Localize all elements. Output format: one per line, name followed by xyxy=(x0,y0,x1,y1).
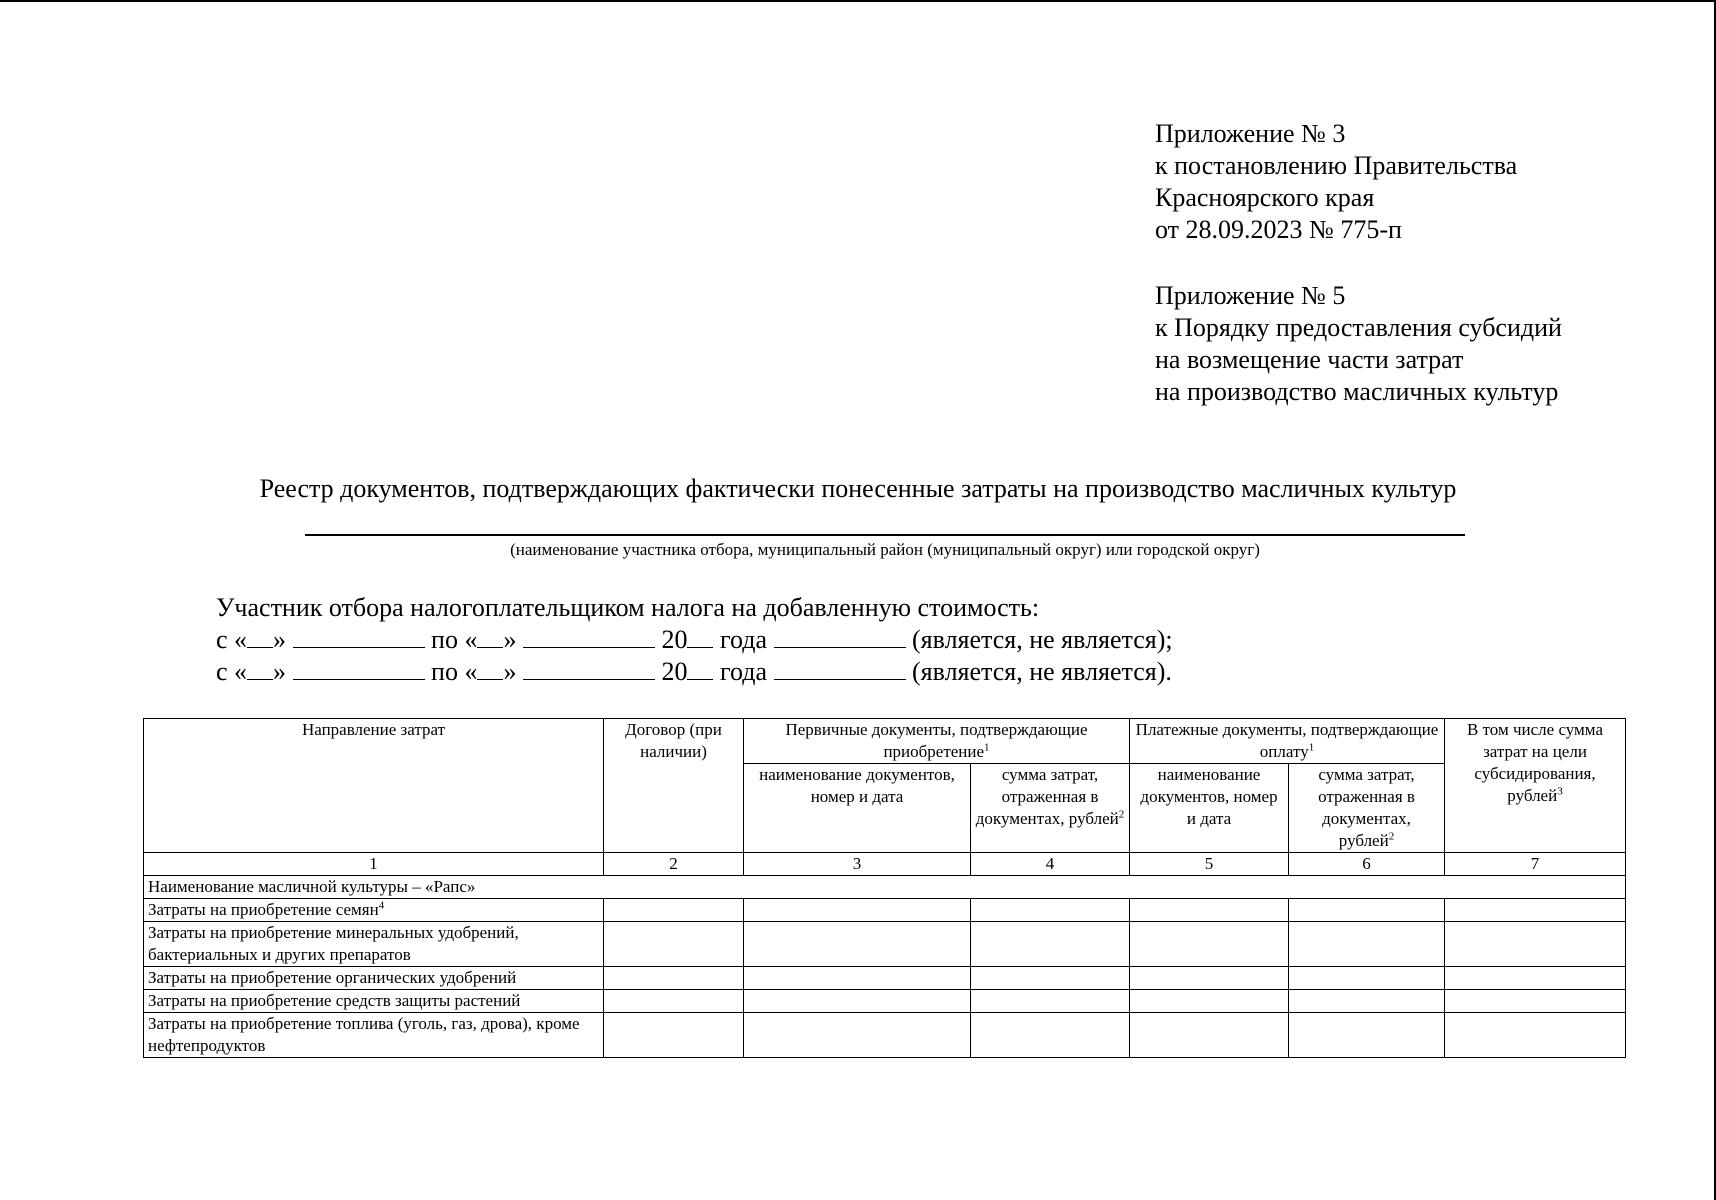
column-number: 1 xyxy=(144,853,604,876)
status-blank xyxy=(774,657,906,680)
cost-direction-cell xyxy=(144,899,604,922)
column-number: 7 xyxy=(1445,853,1626,876)
header-subsidy-sum xyxy=(1445,719,1626,853)
subsidy-sum-cell xyxy=(1445,990,1626,1013)
header-subsidy-sum-text: В том числе сумма затрат на цели субсидирования, рублей xyxy=(1467,720,1603,805)
page-top-border xyxy=(0,0,1716,2)
cost-direction-label: Затраты на приобретение семян xyxy=(148,900,379,919)
header-doc-sum-text: сумма затрат, отраженная в документах, рублей xyxy=(975,765,1119,828)
payment-doc-name-cell xyxy=(1130,922,1289,967)
appendix-5-line: на производство масличных культур xyxy=(1155,377,1559,406)
payment-doc-name-cell xyxy=(1130,1013,1289,1058)
column-number: 2 xyxy=(604,853,744,876)
footnote-marker: 2 xyxy=(1118,808,1125,821)
year-prefix: 20 xyxy=(661,625,688,654)
header-primary-docs xyxy=(744,719,1130,764)
vat-from-label: с « xyxy=(216,625,248,654)
header-contract: Договор (при наличии) xyxy=(604,719,744,853)
footnote-marker: 1 xyxy=(1308,741,1315,754)
footnote-marker: 4 xyxy=(378,899,385,912)
table-row xyxy=(144,990,1626,1013)
day-blank xyxy=(477,625,503,648)
footnote-marker: 2 xyxy=(1388,830,1395,843)
year-word: года xyxy=(719,657,768,686)
cost-direction-cell: Затраты на приобретение органических удобрений xyxy=(144,967,604,990)
appendix-5-line: на возмещение части затрат xyxy=(1155,345,1464,374)
payment-doc-sum-cell xyxy=(1289,967,1445,990)
payment-doc-name-cell xyxy=(1130,899,1289,922)
appendix-5-line: к Порядку предоставления субсидий xyxy=(1155,313,1562,342)
appendix-3-line: Приложение № 3 xyxy=(1155,119,1346,148)
header-payment-doc-sum xyxy=(1289,764,1445,853)
quote-close: » xyxy=(273,625,287,654)
footnote-marker: 1 xyxy=(984,741,990,754)
primary-doc-name-cell xyxy=(744,990,971,1013)
primary-doc-name-cell xyxy=(744,922,971,967)
day-blank xyxy=(247,625,273,648)
primary-doc-name-cell xyxy=(744,967,971,990)
vat-status-options: (является, не является); xyxy=(912,625,1173,654)
subsidy-sum-cell xyxy=(1445,967,1626,990)
month-blank xyxy=(293,625,425,648)
header-doc-sum-text: сумма затрат, отраженная в документах, рублей xyxy=(1318,765,1415,850)
year-blank xyxy=(687,625,713,648)
column-number-row xyxy=(144,853,1626,876)
payment-doc-name-cell xyxy=(1130,990,1289,1013)
vat-from-label: с « xyxy=(216,657,248,686)
cost-direction-cell: Затраты на приобретение средств защиты растений xyxy=(144,990,604,1013)
quote-close: » xyxy=(503,625,517,654)
document-title: Реестр документов, подтверждающих фактически понесенные затраты на производство масличных культур xyxy=(259,474,1457,503)
column-number: 6 xyxy=(1289,853,1445,876)
table-row xyxy=(144,899,1626,922)
header-payment-doc-name: наименование документов, номер и дата xyxy=(1130,764,1289,853)
contract-cell xyxy=(604,922,744,967)
subsidy-sum-cell xyxy=(1445,899,1626,922)
header-primary-docs-text: Первичные документы, подтверждающие приобретение xyxy=(785,720,1088,761)
primary-doc-sum-cell xyxy=(971,899,1130,922)
column-number: 3 xyxy=(744,853,971,876)
year-blank xyxy=(687,657,713,680)
appendix-3-line: к постановлению Правительства xyxy=(1155,151,1518,180)
header-primary-doc-name: наименование документов, номер и дата xyxy=(744,764,971,853)
participant-name-caption: (наименование участника отбора, муниципальный район (муниципальный округ) или городской округ) xyxy=(510,540,1260,559)
footnote-marker: 3 xyxy=(1557,785,1563,798)
contract-cell xyxy=(604,1013,744,1058)
vat-period-line-2 xyxy=(216,656,1172,688)
quote-close: » xyxy=(503,657,517,686)
subsidy-sum-cell xyxy=(1445,922,1626,967)
column-number: 4 xyxy=(971,853,1130,876)
vat-heading: Участник отбора налогоплательщиком налога на добавленную стоимость: xyxy=(216,593,1040,622)
year-prefix: 20 xyxy=(661,657,688,686)
cost-direction-cell: Затраты на приобретение минеральных удобрений, бактериальных и других препаратов xyxy=(144,922,604,967)
payment-doc-sum-cell xyxy=(1289,990,1445,1013)
month-blank xyxy=(523,657,655,680)
status-blank xyxy=(774,625,906,648)
appendix-5-block xyxy=(1155,280,1562,408)
table-row xyxy=(144,967,1626,990)
quote-close: » xyxy=(273,657,287,686)
appendix-3-line: Красноярского края xyxy=(1155,183,1375,212)
payment-doc-sum-cell xyxy=(1289,1013,1445,1058)
header-primary-doc-sum xyxy=(971,764,1130,853)
contract-cell xyxy=(604,899,744,922)
year-word: года xyxy=(719,625,768,654)
contract-cell xyxy=(604,967,744,990)
header-payment-docs-text: Платежные документы, подтверждающие оплату xyxy=(1135,720,1439,761)
payment-doc-name-cell xyxy=(1130,967,1289,990)
header-direction: Направление затрат xyxy=(144,719,604,853)
vat-to-label: по « xyxy=(431,625,478,654)
vat-status-options: (является, не является). xyxy=(912,657,1172,686)
payment-doc-sum-cell xyxy=(1289,922,1445,967)
primary-doc-sum-cell xyxy=(971,990,1130,1013)
month-blank xyxy=(293,657,425,680)
primary-doc-sum-cell xyxy=(971,967,1130,990)
header-payment-docs xyxy=(1130,719,1445,764)
subsidy-sum-cell xyxy=(1445,1013,1626,1058)
appendix-5-line: Приложение № 5 xyxy=(1155,281,1346,310)
day-blank xyxy=(477,657,503,680)
primary-doc-sum-cell xyxy=(971,1013,1130,1058)
primary-doc-name-cell xyxy=(744,899,971,922)
register-table xyxy=(143,718,1626,1058)
primary-doc-name-cell xyxy=(744,1013,971,1058)
payment-doc-sum-cell xyxy=(1289,899,1445,922)
crop-name-cell: Наименование масличной культуры – «Рапс» xyxy=(144,876,1626,899)
contract-cell xyxy=(604,990,744,1013)
vat-period-line-1 xyxy=(216,624,1173,656)
primary-doc-sum-cell xyxy=(971,922,1130,967)
column-number: 5 xyxy=(1130,853,1289,876)
day-blank xyxy=(247,657,273,680)
crop-row xyxy=(144,876,1626,899)
participant-name-line xyxy=(305,534,1465,536)
month-blank xyxy=(523,625,655,648)
table-row xyxy=(144,1013,1626,1058)
cost-direction-cell: Затраты на приобретение топлива (уголь, газ, дрова), кроме нефтепродуктов xyxy=(144,1013,604,1058)
appendix-3-block xyxy=(1155,118,1517,246)
table-row xyxy=(144,922,1626,967)
appendix-3-line: от 28.09.2023 № 775-п xyxy=(1155,215,1402,244)
vat-to-label: по « xyxy=(431,657,478,686)
